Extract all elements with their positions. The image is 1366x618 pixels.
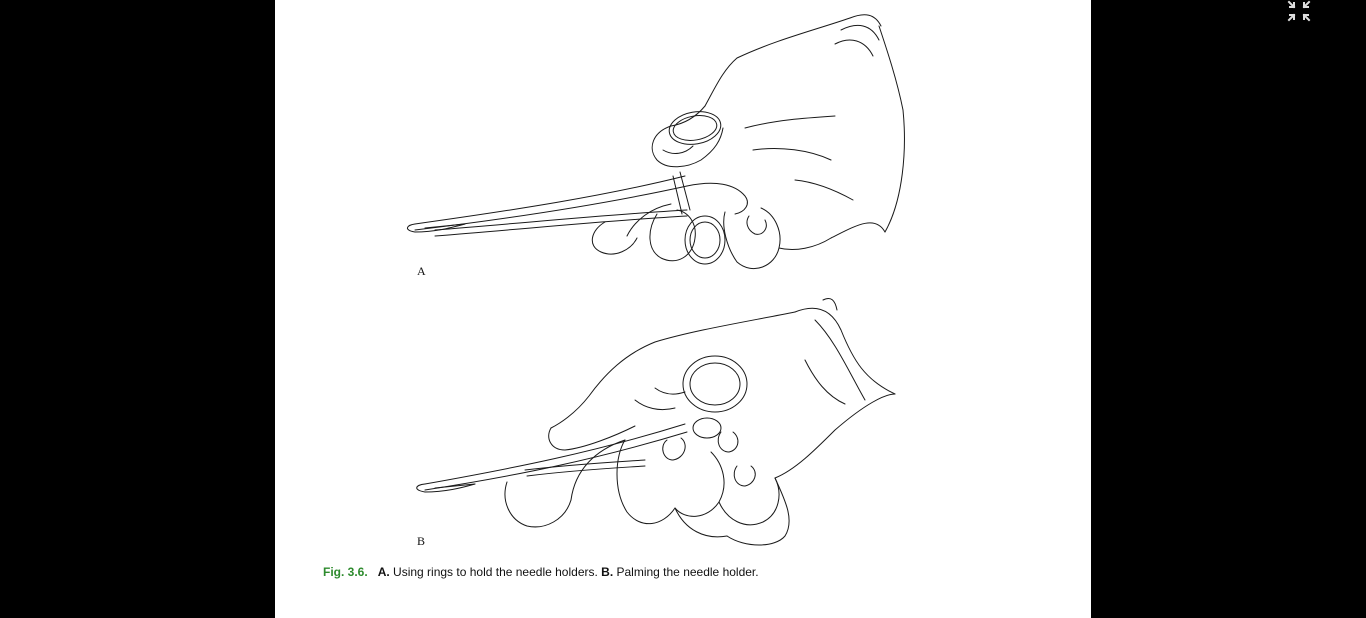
panel-a-label: A [417, 264, 426, 278]
caption-part-b-label: B. [601, 565, 614, 579]
caption-part-b-text: Palming the needle holder. [613, 565, 759, 579]
figure-number: Fig. 3.6. [323, 565, 368, 579]
caption-part-a-label: A. [377, 565, 390, 579]
needle-holder-illustration [275, 0, 1091, 560]
panel-b-label: B [417, 534, 426, 548]
exit-fullscreen-button[interactable] [1286, 0, 1312, 22]
panel-a-drawing [407, 15, 904, 269]
document-page [275, 0, 1091, 618]
figure-caption [323, 565, 759, 579]
caption-part-a-text: Using rings to hold the needle holders. [389, 565, 602, 579]
exit-fullscreen-icon [1286, 0, 1312, 22]
panel-b-drawing [417, 298, 895, 545]
